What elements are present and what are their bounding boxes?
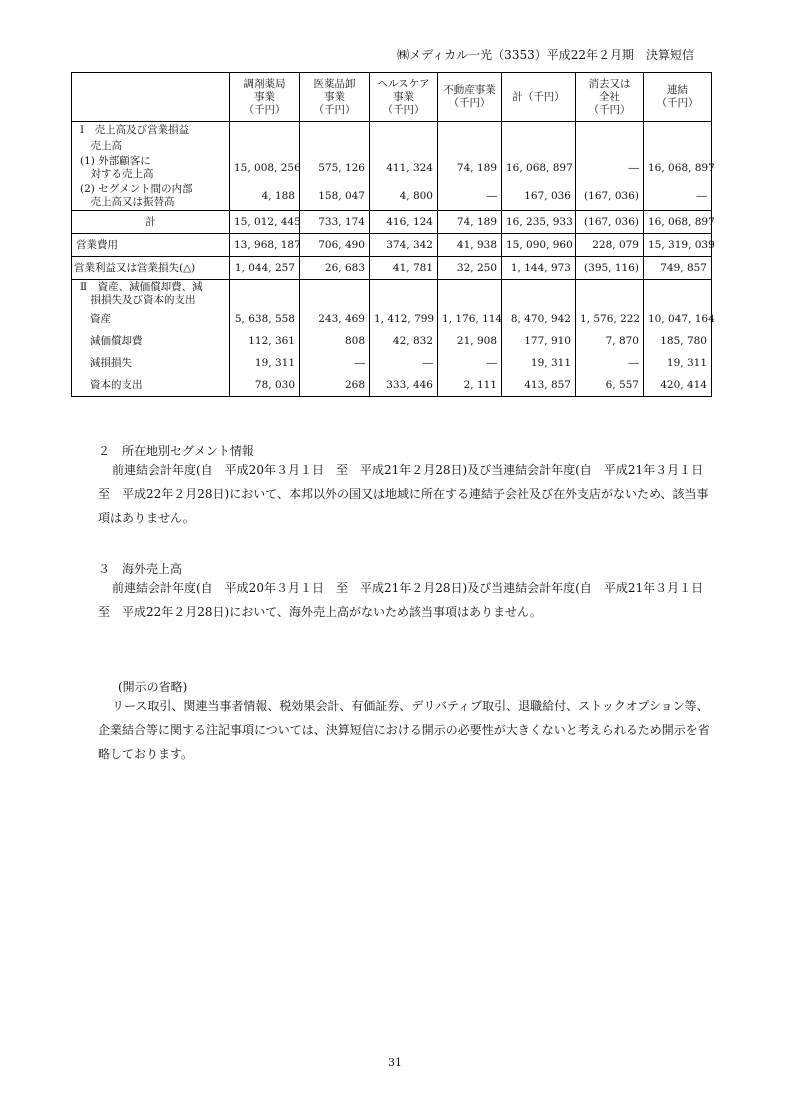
cell: 808 — [300, 330, 370, 352]
cell: ― — [576, 154, 644, 182]
row-label: 資本的支出 — [72, 374, 230, 397]
col-header-total: 計（千円） — [502, 73, 576, 122]
table-row — [72, 257, 712, 280]
cell: 733, 174 — [300, 211, 370, 234]
cell — [370, 122, 438, 139]
cell: 333, 446 — [370, 374, 438, 397]
cell: ― — [438, 182, 502, 211]
cell: 10, 047, 164 — [644, 308, 712, 330]
table-row — [72, 308, 712, 330]
cell: 268 — [300, 374, 370, 397]
table-row — [72, 154, 712, 182]
col-header-consolidated: 連結 （千円） — [644, 73, 712, 122]
row-label: 売上高 — [72, 138, 230, 154]
cell: 7, 870 — [576, 330, 644, 352]
cell: 706, 490 — [300, 234, 370, 257]
cell — [502, 122, 576, 139]
cell: 21, 908 — [438, 330, 502, 352]
cell: 41, 938 — [438, 234, 502, 257]
cell: 749, 857 — [644, 257, 712, 280]
cell: 413, 857 — [502, 374, 576, 397]
page-number: 31 — [388, 1056, 402, 1069]
table-row — [72, 211, 712, 234]
cell: 1, 576, 222 — [576, 308, 644, 330]
header-label-cell — [72, 73, 230, 122]
cell — [230, 122, 300, 139]
cell: 374, 342 — [370, 234, 438, 257]
cell: 19, 311 — [644, 352, 712, 374]
cell — [576, 280, 644, 309]
col-header-realestate: 不動産事業 （千円） — [438, 73, 502, 122]
cell: 13, 968, 187 — [230, 234, 300, 257]
cell: 74, 189 — [438, 154, 502, 182]
cell: 15, 319, 039 — [644, 234, 712, 257]
cell: 15, 090, 960 — [502, 234, 576, 257]
table-row — [72, 122, 712, 139]
cell: ― — [370, 352, 438, 374]
row-label: 計 — [72, 211, 230, 234]
document-header: ㈱メディカル一光（3353）平成22年２月期 決算短信 — [397, 48, 694, 62]
cell — [370, 280, 438, 309]
cell: (167, 036) — [576, 211, 644, 234]
cell: 1, 044, 257 — [230, 257, 300, 280]
cell: 1, 144, 973 — [502, 257, 576, 280]
cell: 1, 176, 114 — [438, 308, 502, 330]
cell: 32, 250 — [438, 257, 502, 280]
cell — [438, 122, 502, 139]
cell — [300, 280, 370, 309]
table-row — [72, 182, 712, 211]
cell: 112, 361 — [230, 330, 300, 352]
omission-body — [98, 694, 720, 766]
cell — [644, 122, 712, 139]
cell: 6, 557 — [576, 374, 644, 397]
cell — [576, 122, 644, 139]
row-label: Ⅱ 資産、減価償却費、減 損損失及び資本的支出 — [72, 280, 230, 309]
cell — [502, 280, 576, 309]
cell: 185, 780 — [644, 330, 712, 352]
segment-table — [71, 72, 715, 397]
cell: ― — [438, 352, 502, 374]
section-2-body — [98, 458, 720, 530]
cell: 8, 470, 942 — [502, 308, 576, 330]
table-row — [72, 352, 712, 374]
cell: 243, 469 — [300, 308, 370, 330]
cell — [576, 138, 644, 154]
cell: 15, 012, 445 — [230, 211, 300, 234]
col-header-elimination: 消去又は 全社 （千円） — [576, 73, 644, 122]
cell: ― — [644, 182, 712, 211]
cell: 167, 036 — [502, 182, 576, 211]
cell: 16, 235, 933 — [502, 211, 576, 234]
cell: 177, 910 — [502, 330, 576, 352]
cell: 416, 124 — [370, 211, 438, 234]
cell: 420, 414 — [644, 374, 712, 397]
cell: 411, 324 — [370, 154, 438, 182]
cell: 575, 126 — [300, 154, 370, 182]
section-2-paragraph: 前連結会計年度(自 平成20年３月１日 至 平成21年２月28日)及び当連結会計年度(自 平成21年３月１日 至 平成22年２月28日)において、本邦以外の国又は地域に所在する連結子会社及び在外支店がないため、該当事項はありません。 — [98, 463, 716, 525]
col-header-wholesale: 医薬品卸 事業 （千円） — [300, 73, 370, 122]
cell — [230, 280, 300, 309]
table-row — [72, 138, 712, 154]
row-label: (2) セグメント間の内部 売上高又は振替高 — [72, 182, 230, 211]
cell: 2, 111 — [438, 374, 502, 397]
cell: 158, 047 — [300, 182, 370, 211]
row-label: 営業利益又は営業損失(△) — [72, 257, 230, 280]
cell: 4, 800 — [370, 182, 438, 211]
cell — [502, 138, 576, 154]
cell: 16, 068, 897 — [644, 154, 712, 182]
cell — [644, 280, 712, 309]
col-header-dispensing: 調剤薬局 事業 （千円） — [230, 73, 300, 122]
cell — [438, 280, 502, 309]
table-row — [72, 280, 712, 309]
cell — [438, 138, 502, 154]
cell: 41, 781 — [370, 257, 438, 280]
cell: ― — [300, 352, 370, 374]
omission-title: (開示の省略) — [118, 680, 188, 694]
cell — [300, 138, 370, 154]
row-label: 営業費用 — [72, 234, 230, 257]
cell: 19, 311 — [230, 352, 300, 374]
section-3-body — [98, 576, 720, 624]
cell: 5, 638, 558 — [230, 308, 300, 330]
cell: 74, 189 — [438, 211, 502, 234]
row-label: (1) 外部顧客に 対する売上高 — [72, 154, 230, 182]
table-row — [72, 330, 712, 352]
col-header-healthcare: ヘルスケア 事業 （千円） — [370, 73, 438, 122]
cell: 42, 832 — [370, 330, 438, 352]
cell: 78, 030 — [230, 374, 300, 397]
cell: 1, 412, 799 — [370, 308, 438, 330]
cell: 26, 683 — [300, 257, 370, 280]
section-2-title: ２ 所在地別セグメント情報 — [98, 444, 254, 458]
table-row — [72, 374, 712, 397]
row-label: 資産 — [72, 308, 230, 330]
table-row — [72, 234, 712, 257]
row-label: 減価償却費 — [72, 330, 230, 352]
cell: 16, 068, 897 — [502, 154, 576, 182]
cell: (167, 036) — [576, 182, 644, 211]
cell: 19, 311 — [502, 352, 576, 374]
cell: 16, 068, 897 — [644, 211, 712, 234]
cell: 15, 008, 256 — [230, 154, 300, 182]
cell — [644, 138, 712, 154]
section-3-title: ３ 海外売上高 — [98, 562, 183, 576]
cell — [300, 122, 370, 139]
omission-paragraph: リース取引、関連当事者情報、税効果会計、有価証券、デリバティブ取引、退職給付、ストックオプション等、企業結合等に関する注記事項については、決算短信における開示の必要性が大きくないと考えられるため開示を省略しております。 — [98, 699, 710, 761]
cell — [370, 138, 438, 154]
cell: (395, 116) — [576, 257, 644, 280]
section-3-paragraph: 前連結会計年度(自 平成20年３月１日 至 平成21年２月28日)及び当連結会計年度(自 平成21年３月１日 至 平成22年２月28日)において、海外売上高がないため該当事項はありません。 — [98, 581, 716, 619]
cell: 4, 188 — [230, 182, 300, 211]
cell: 228, 079 — [576, 234, 644, 257]
row-label: 減損損失 — [72, 352, 230, 374]
row-label: Ⅰ 売上高及び営業損益 — [72, 122, 230, 139]
cell — [230, 138, 300, 154]
cell: ― — [576, 352, 644, 374]
